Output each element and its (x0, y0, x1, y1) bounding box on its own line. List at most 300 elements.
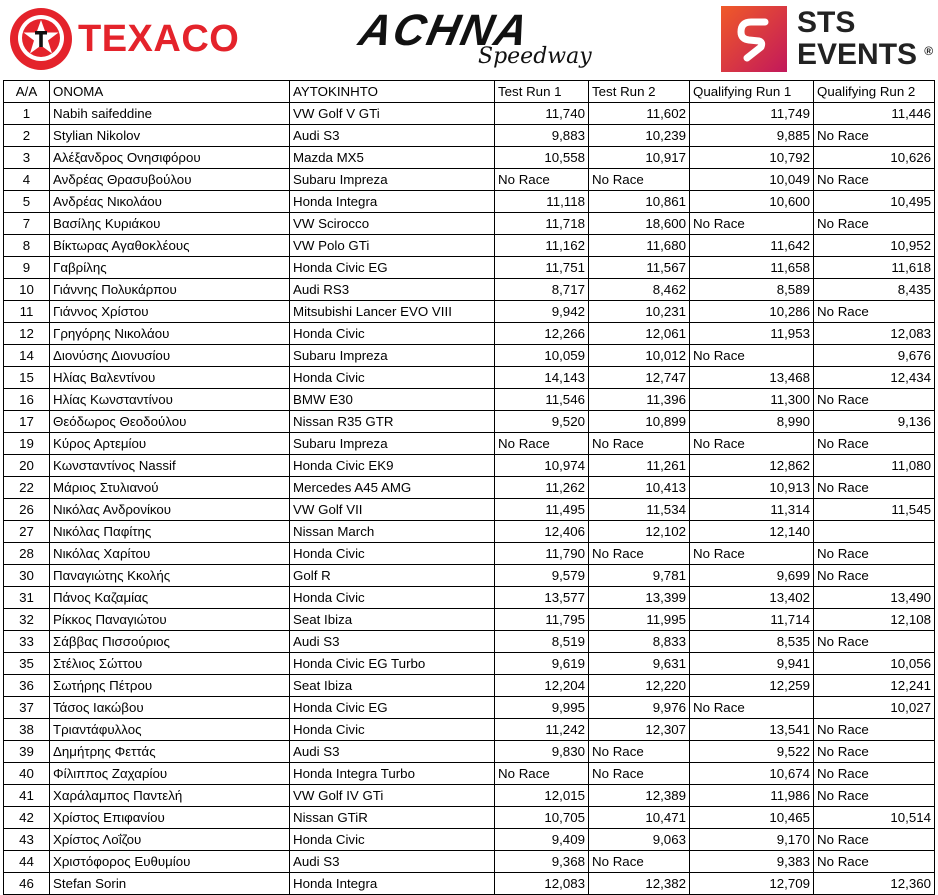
cell-col-aa: 44 (4, 851, 50, 873)
cell-col-aa: 42 (4, 807, 50, 829)
table-row (4, 741, 935, 763)
cell-col-qualifying-run-2: No Race (814, 763, 935, 785)
cell-col-aa: 10 (4, 279, 50, 301)
cell-col-name: Νικόλας Χαρίτου (50, 543, 290, 565)
table-row (4, 455, 935, 477)
cell-col-test-run-2: 10,861 (589, 191, 690, 213)
cell-col-test-run-2: 10,231 (589, 301, 690, 323)
table-row (4, 543, 935, 565)
cell-col-qualifying-run-1: 11,314 (690, 499, 814, 521)
cell-col-test-run-2: 9,781 (589, 565, 690, 587)
cell-col-qualifying-run-2: No Race (814, 851, 935, 873)
cell-col-test-run-1: 9,409 (495, 829, 589, 851)
texaco-star-icon (10, 8, 72, 70)
cell-col-test-run-1: 12,266 (495, 323, 589, 345)
cell-col-qualifying-run-1: 10,600 (690, 191, 814, 213)
cell-col-qualifying-run-1: 8,990 (690, 411, 814, 433)
registered-mark: ® (924, 44, 934, 58)
cell-col-test-run-1: 11,162 (495, 235, 589, 257)
table-row (4, 323, 935, 345)
cell-col-test-run-2: No Race (589, 433, 690, 455)
cell-col-qualifying-run-2: No Race (814, 169, 935, 191)
cell-col-car: VW Golf VII (290, 499, 495, 521)
cell-col-car: Nissan March (290, 521, 495, 543)
cell-col-car: Honda Integra (290, 191, 495, 213)
cell-col-aa: 22 (4, 477, 50, 499)
cell-col-qualifying-run-2: 13,490 (814, 587, 935, 609)
cell-col-qualifying-run-2: 11,080 (814, 455, 935, 477)
cell-col-aa: 11 (4, 301, 50, 323)
cell-col-aa: 5 (4, 191, 50, 213)
table-row (4, 433, 935, 455)
cell-col-name: Μάριος Στυλιανού (50, 477, 290, 499)
cell-col-qualifying-run-1: 9,941 (690, 653, 814, 675)
cell-col-name: Νικόλας Παφίτης (50, 521, 290, 543)
cell-col-qualifying-run-1: 11,986 (690, 785, 814, 807)
table-row (4, 301, 935, 323)
cell-col-car: Subaru Impreza (290, 169, 495, 191)
cell-col-name: Γιάννος Χρίστου (50, 301, 290, 323)
cell-col-aa: 41 (4, 785, 50, 807)
header-col-test-run-2: Test Run 2 (589, 81, 690, 103)
cell-col-aa: 15 (4, 367, 50, 389)
cell-col-test-run-1: 9,619 (495, 653, 589, 675)
cell-col-name: Stylian Nikolov (50, 125, 290, 147)
texaco-logo (10, 8, 239, 70)
cell-col-car: Honda Integra (290, 873, 495, 895)
cell-col-name: Γαβρίλης (50, 257, 290, 279)
cell-col-qualifying-run-1: 12,709 (690, 873, 814, 895)
cell-col-aa: 19 (4, 433, 50, 455)
cell-col-aa: 32 (4, 609, 50, 631)
cell-col-aa: 28 (4, 543, 50, 565)
cell-col-car: Audi S3 (290, 741, 495, 763)
header-col-qualifying-run-2: Qualifying Run 2 (814, 81, 935, 103)
cell-col-car: Honda Civic (290, 367, 495, 389)
table-body (4, 103, 935, 895)
cell-col-car: VW Polo GTi (290, 235, 495, 257)
cell-col-aa: 43 (4, 829, 50, 851)
cell-col-test-run-2: 12,061 (589, 323, 690, 345)
cell-col-car: Golf R (290, 565, 495, 587)
table-row (4, 719, 935, 741)
cell-col-qualifying-run-1: 11,658 (690, 257, 814, 279)
cell-col-qualifying-run-1: 9,383 (690, 851, 814, 873)
table-row (4, 565, 935, 587)
cell-col-qualifying-run-2: 10,027 (814, 697, 935, 719)
cell-col-test-run-2: 11,602 (589, 103, 690, 125)
cell-col-car: Audi S3 (290, 851, 495, 873)
table-row (4, 389, 935, 411)
cell-col-test-run-1: 8,519 (495, 631, 589, 653)
table-row (4, 587, 935, 609)
cell-col-test-run-2: 13,399 (589, 587, 690, 609)
cell-col-test-run-1: 11,718 (495, 213, 589, 235)
cell-col-test-run-2: 9,063 (589, 829, 690, 851)
cell-col-car: Audi S3 (290, 125, 495, 147)
cell-col-name: Παναγιώτης Κκολής (50, 565, 290, 587)
cell-col-test-run-2: 11,680 (589, 235, 690, 257)
cell-col-car: Audi S3 (290, 631, 495, 653)
table-row (4, 235, 935, 257)
table-row (4, 257, 935, 279)
cell-col-test-run-1: No Race (495, 433, 589, 455)
cell-col-qualifying-run-2: No Race (814, 433, 935, 455)
table-row (4, 169, 935, 191)
cell-col-test-run-1: No Race (495, 169, 589, 191)
cell-col-car: Mitsubishi Lancer EVO VIII (290, 301, 495, 323)
cell-col-test-run-1: 12,015 (495, 785, 589, 807)
cell-col-qualifying-run-1: No Race (690, 345, 814, 367)
cell-col-test-run-2: 10,239 (589, 125, 690, 147)
cell-col-car: VW Golf V GTi (290, 103, 495, 125)
cell-col-qualifying-run-2: 8,435 (814, 279, 935, 301)
cell-col-car: Honda Civic (290, 323, 495, 345)
cell-col-car: Honda Integra Turbo (290, 763, 495, 785)
cell-col-name: Βίκτωρας Αγαθοκλέους (50, 235, 290, 257)
cell-col-qualifying-run-1: 12,140 (690, 521, 814, 543)
cell-col-name: Nabih saifeddine (50, 103, 290, 125)
cell-col-test-run-1: 11,740 (495, 103, 589, 125)
cell-col-name: Στέλιος Σώττου (50, 653, 290, 675)
sts-events-logo (721, 6, 934, 72)
cell-col-qualifying-run-1: 8,535 (690, 631, 814, 653)
cell-col-test-run-1: 9,995 (495, 697, 589, 719)
cell-col-car: Nissan GTiR (290, 807, 495, 829)
cell-col-qualifying-run-2: No Race (814, 785, 935, 807)
cell-col-qualifying-run-2: 12,108 (814, 609, 935, 631)
cell-col-test-run-2: 12,389 (589, 785, 690, 807)
cell-col-qualifying-run-2: 12,360 (814, 873, 935, 895)
sts-line: STS (797, 6, 856, 39)
cell-col-qualifying-run-2: 12,241 (814, 675, 935, 697)
cell-col-car: VW Scirocco (290, 213, 495, 235)
cell-col-qualifying-run-2: No Race (814, 543, 935, 565)
cell-col-test-run-2: 8,462 (589, 279, 690, 301)
achna-speedway-logo (354, 6, 600, 72)
cell-col-qualifying-run-1: 9,522 (690, 741, 814, 763)
cell-col-test-run-1: 10,974 (495, 455, 589, 477)
results-table (3, 80, 935, 895)
cell-col-test-run-1: 12,204 (495, 675, 589, 697)
cell-col-name: Τάσος Ιακώβου (50, 697, 290, 719)
cell-col-test-run-1: 12,083 (495, 873, 589, 895)
cell-col-test-run-1: 9,830 (495, 741, 589, 763)
cell-col-aa: 38 (4, 719, 50, 741)
cell-col-qualifying-run-2: No Race (814, 125, 935, 147)
cell-col-car: BMW E30 (290, 389, 495, 411)
cell-col-qualifying-run-2: No Race (814, 301, 935, 323)
cell-col-test-run-1: 9,520 (495, 411, 589, 433)
table-row (4, 125, 935, 147)
cell-col-qualifying-run-2: No Race (814, 389, 935, 411)
cell-col-test-run-2: 10,917 (589, 147, 690, 169)
cell-col-name: Γιάννης Πολυκάρπου (50, 279, 290, 301)
cell-col-test-run-2: 10,471 (589, 807, 690, 829)
cell-col-qualifying-run-1: No Race (690, 433, 814, 455)
cell-col-car: Honda Civic EG Turbo (290, 653, 495, 675)
header-col-aa: A/A (4, 81, 50, 103)
cell-col-qualifying-run-2: 11,545 (814, 499, 935, 521)
cell-col-test-run-2: 9,976 (589, 697, 690, 719)
cell-col-test-run-1: 12,406 (495, 521, 589, 543)
texaco-wordmark: TEXACO (78, 17, 240, 60)
cell-col-qualifying-run-1: 9,170 (690, 829, 814, 851)
table-row (4, 191, 935, 213)
cell-col-aa: 17 (4, 411, 50, 433)
cell-col-test-run-1: 14,143 (495, 367, 589, 389)
cell-col-test-run-2: 10,899 (589, 411, 690, 433)
cell-col-aa: 33 (4, 631, 50, 653)
cell-col-qualifying-run-1: No Race (690, 213, 814, 235)
table-row (4, 785, 935, 807)
header-col-test-run-1: Test Run 1 (495, 81, 589, 103)
cell-col-aa: 39 (4, 741, 50, 763)
cell-col-aa: 7 (4, 213, 50, 235)
cell-col-name: Φίλιππος Ζαχαρίου (50, 763, 290, 785)
cell-col-car: Mazda MX5 (290, 147, 495, 169)
cell-col-qualifying-run-1: 10,286 (690, 301, 814, 323)
cell-col-name: Πάνος Καζαμίας (50, 587, 290, 609)
cell-col-test-run-1: 11,495 (495, 499, 589, 521)
cell-col-test-run-2: 12,382 (589, 873, 690, 895)
cell-col-test-run-2: 12,307 (589, 719, 690, 741)
cell-col-test-run-2: 12,747 (589, 367, 690, 389)
cell-col-test-run-1: 10,558 (495, 147, 589, 169)
cell-col-test-run-2: No Race (589, 763, 690, 785)
cell-col-name: Ηλίας Βαλεντίνου (50, 367, 290, 389)
cell-col-test-run-2: 10,413 (589, 477, 690, 499)
cell-col-qualifying-run-1: 12,862 (690, 455, 814, 477)
cell-col-qualifying-run-2: No Race (814, 719, 935, 741)
table-row (4, 279, 935, 301)
cell-col-name: Σάββας Πισσούριος (50, 631, 290, 653)
cell-col-name: Ηλίας Κωνσταντίνου (50, 389, 290, 411)
cell-col-qualifying-run-1: 12,259 (690, 675, 814, 697)
cell-col-name: Γρηγόρης Νικολάου (50, 323, 290, 345)
cell-col-aa: 4 (4, 169, 50, 191)
page-header (0, 0, 938, 80)
cell-col-qualifying-run-2: No Race (814, 565, 935, 587)
cell-col-aa: 30 (4, 565, 50, 587)
cell-col-test-run-2: 9,631 (589, 653, 690, 675)
cell-col-qualifying-run-2: 11,618 (814, 257, 935, 279)
cell-col-car: VW Golf IV GTi (290, 785, 495, 807)
table-row (4, 675, 935, 697)
cell-col-aa: 46 (4, 873, 50, 895)
cell-col-test-run-1: 13,577 (495, 587, 589, 609)
speedway-wordmark: Speedway (478, 44, 592, 69)
cell-col-aa: 14 (4, 345, 50, 367)
cell-col-car: Honda Civic (290, 829, 495, 851)
cell-col-qualifying-run-1: 11,300 (690, 389, 814, 411)
cell-col-test-run-2: 8,833 (589, 631, 690, 653)
cell-col-aa: 35 (4, 653, 50, 675)
cell-col-qualifying-run-1: 13,541 (690, 719, 814, 741)
cell-col-qualifying-run-2: No Race (814, 631, 935, 653)
cell-col-name: Ανδρέας Θρασυβούλου (50, 169, 290, 191)
cell-col-aa: 27 (4, 521, 50, 543)
cell-col-aa: 3 (4, 147, 50, 169)
cell-col-test-run-1: 9,883 (495, 125, 589, 147)
sts-events-wordmark (797, 6, 934, 71)
table-row (4, 147, 935, 169)
cell-col-test-run-2: 11,567 (589, 257, 690, 279)
cell-col-aa: 9 (4, 257, 50, 279)
cell-col-qualifying-run-1: 8,589 (690, 279, 814, 301)
cell-col-name: Ρίκκος Παναγιώτου (50, 609, 290, 631)
cell-col-car: Honda Civic EK9 (290, 455, 495, 477)
cell-col-test-run-1: 11,546 (495, 389, 589, 411)
cell-col-test-run-2: 10,012 (589, 345, 690, 367)
cell-col-qualifying-run-2: 9,136 (814, 411, 935, 433)
cell-col-test-run-1: 11,795 (495, 609, 589, 631)
cell-col-name: Θεόδωρος Θεοδούλου (50, 411, 290, 433)
cell-col-name: Κωνσταντίνος Nassif (50, 455, 290, 477)
header-col-qualifying-run-1: Qualifying Run 1 (690, 81, 814, 103)
table-row (4, 631, 935, 653)
cell-col-car: Seat Ibiza (290, 675, 495, 697)
table-row (4, 807, 935, 829)
cell-col-name: Τριαντάφυλλος (50, 719, 290, 741)
cell-col-name: Σωτήρης Πέτρου (50, 675, 290, 697)
cell-col-qualifying-run-2: No Race (814, 477, 935, 499)
cell-col-name: Βασίλης Κυριάκου (50, 213, 290, 235)
cell-col-aa: 20 (4, 455, 50, 477)
table-row (4, 873, 935, 895)
cell-col-test-run-1: 11,242 (495, 719, 589, 741)
cell-col-qualifying-run-2: No Race (814, 741, 935, 763)
table-row (4, 763, 935, 785)
cell-col-test-run-1: 10,705 (495, 807, 589, 829)
cell-col-car: Honda Civic (290, 587, 495, 609)
cell-col-test-run-1: 11,118 (495, 191, 589, 213)
cell-col-test-run-2: 18,600 (589, 213, 690, 235)
cell-col-test-run-1: 8,717 (495, 279, 589, 301)
cell-col-car: Audi RS3 (290, 279, 495, 301)
cell-col-qualifying-run-2: 10,495 (814, 191, 935, 213)
cell-col-aa: 2 (4, 125, 50, 147)
cell-col-qualifying-run-2: 10,056 (814, 653, 935, 675)
cell-col-test-run-2: 11,995 (589, 609, 690, 631)
events-line: EVENTS (797, 38, 918, 71)
cell-col-name: Χριστόφορος Ευθυμίου (50, 851, 290, 873)
table-row (4, 829, 935, 851)
cell-col-car: Honda Civic (290, 719, 495, 741)
cell-col-car: Subaru Impreza (290, 345, 495, 367)
cell-col-test-run-1: 11,262 (495, 477, 589, 499)
cell-col-name: Stefan Sorin (50, 873, 290, 895)
cell-col-test-run-2: No Race (589, 741, 690, 763)
cell-col-aa: 26 (4, 499, 50, 521)
cell-col-test-run-1: No Race (495, 763, 589, 785)
cell-col-test-run-1: 10,059 (495, 345, 589, 367)
cell-col-qualifying-run-1: 9,699 (690, 565, 814, 587)
cell-col-test-run-2: No Race (589, 543, 690, 565)
cell-col-car: Nissan R35 GTR (290, 411, 495, 433)
cell-col-qualifying-run-2 (814, 521, 935, 543)
cell-col-car: Subaru Impreza (290, 433, 495, 455)
cell-col-qualifying-run-1: 11,953 (690, 323, 814, 345)
cell-col-qualifying-run-1: 11,714 (690, 609, 814, 631)
cell-col-qualifying-run-2: 9,676 (814, 345, 935, 367)
achna-wordmark: ACHNA (354, 6, 535, 55)
cell-col-name: Αλέξανδρος Ονησιφόρου (50, 147, 290, 169)
cell-col-aa: 8 (4, 235, 50, 257)
cell-col-car: Honda Civic EG (290, 697, 495, 719)
cell-col-qualifying-run-2: 10,952 (814, 235, 935, 257)
cell-col-qualifying-run-2: No Race (814, 213, 935, 235)
table-row (4, 367, 935, 389)
table-row (4, 653, 935, 675)
table-row (4, 499, 935, 521)
cell-col-test-run-1: 11,751 (495, 257, 589, 279)
cell-col-name: Νικόλας Ανδρονίκου (50, 499, 290, 521)
header-col-name: ΟΝΟΜΑ (50, 81, 290, 103)
table-row (4, 477, 935, 499)
cell-col-qualifying-run-1: 11,642 (690, 235, 814, 257)
cell-col-test-run-2: 12,102 (589, 521, 690, 543)
cell-col-qualifying-run-1: 10,465 (690, 807, 814, 829)
cell-col-name: Κύρος Αρτεμίου (50, 433, 290, 455)
cell-col-car: Honda Civic EG (290, 257, 495, 279)
cell-col-name: Ανδρέας Νικολάου (50, 191, 290, 213)
cell-col-test-run-1: 9,579 (495, 565, 589, 587)
cell-col-test-run-1: 11,790 (495, 543, 589, 565)
cell-col-car: Mercedes A45 AMG (290, 477, 495, 499)
cell-col-qualifying-run-2: 10,514 (814, 807, 935, 829)
cell-col-qualifying-run-1: 13,468 (690, 367, 814, 389)
cell-col-aa: 40 (4, 763, 50, 785)
cell-col-qualifying-run-1: No Race (690, 697, 814, 719)
cell-col-aa: 36 (4, 675, 50, 697)
table-row (4, 697, 935, 719)
table-row (4, 609, 935, 631)
cell-col-name: Χρίστος Λοΐζου (50, 829, 290, 851)
sts-s-icon (721, 6, 787, 72)
cell-col-qualifying-run-2: 12,434 (814, 367, 935, 389)
cell-col-test-run-2: 11,534 (589, 499, 690, 521)
table-header-row (4, 81, 935, 103)
cell-col-test-run-2: 12,220 (589, 675, 690, 697)
cell-col-test-run-2: 11,396 (589, 389, 690, 411)
cell-col-qualifying-run-1: 13,402 (690, 587, 814, 609)
cell-col-aa: 16 (4, 389, 50, 411)
cell-col-qualifying-run-2: 12,083 (814, 323, 935, 345)
cell-col-qualifying-run-2: No Race (814, 829, 935, 851)
table-row (4, 103, 935, 125)
table-row (4, 521, 935, 543)
cell-col-name: Διονύσης Διονυσίου (50, 345, 290, 367)
cell-col-test-run-2: No Race (589, 851, 690, 873)
cell-col-qualifying-run-1: 10,674 (690, 763, 814, 785)
cell-col-car: Seat Ibiza (290, 609, 495, 631)
cell-col-aa: 31 (4, 587, 50, 609)
cell-col-test-run-2: 11,261 (589, 455, 690, 477)
cell-col-aa: 1 (4, 103, 50, 125)
cell-col-aa: 37 (4, 697, 50, 719)
cell-col-name: Χαράλαμπος Παντελή (50, 785, 290, 807)
cell-col-test-run-2: No Race (589, 169, 690, 191)
table-row (4, 411, 935, 433)
cell-col-qualifying-run-1: 10,913 (690, 477, 814, 499)
cell-col-qualifying-run-1: 10,049 (690, 169, 814, 191)
cell-col-test-run-1: 9,942 (495, 301, 589, 323)
cell-col-qualifying-run-1: 10,792 (690, 147, 814, 169)
table-row (4, 851, 935, 873)
table-row (4, 213, 935, 235)
cell-col-test-run-1: 9,368 (495, 851, 589, 873)
